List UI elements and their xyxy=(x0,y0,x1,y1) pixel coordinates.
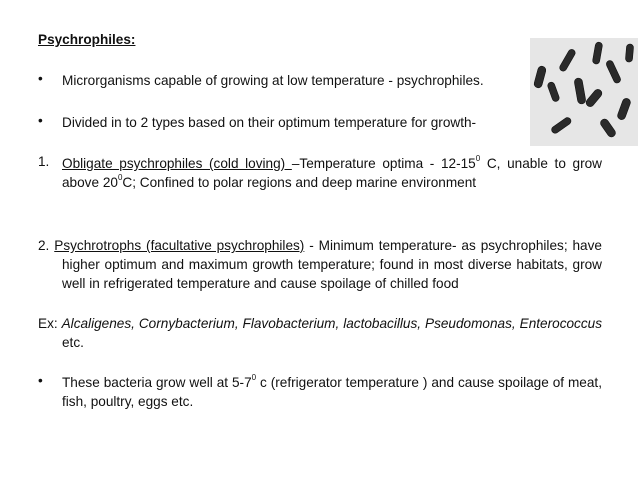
psychrotrophs-term: Psychrotrophs (facultative psychrophiles) xyxy=(54,238,305,253)
examples-organisms: Alcaligenes, Cornybacterium, Flavobacterium, lactobacillus, Pseudomonas, Enterococcus xyxy=(61,316,602,331)
psychrotrophs-paragraph xyxy=(38,236,602,293)
psychrotrophs-text: - Minimum temperature- as psychrophiles; have higher optimum and maximum growth temperature; found in most diverse habitats, grow well in refrigerated temperature and cause spoilage of chilled food xyxy=(62,238,602,291)
bullet-text-3 xyxy=(62,373,602,411)
degree-sup-a: 0 xyxy=(475,154,481,164)
bullet3-text-b: c (refrigerator temperature ) and cause spoilage of meat, fish, poultry, eggs etc. xyxy=(62,375,602,409)
obligate-text-c: C; Confined to polar regions and deep marine environment xyxy=(122,175,477,190)
bullet-text-2: Divided in to 2 types based on their optimum temperature for growth- xyxy=(62,115,477,130)
degree-sup-b: 0 xyxy=(117,173,123,183)
micrograph-svg xyxy=(530,38,638,146)
bullet3-text-a: These bacteria grow well at 5-7 xyxy=(62,375,252,390)
obligate-psychrophiles-term: Obligate psychrophiles (cold loving) xyxy=(62,156,292,171)
obligate-text-b: C, unable to grow above 20 xyxy=(62,156,602,190)
bullet-marker-3: • xyxy=(38,373,43,388)
bullet-text-1: Microrganisms capable of growing at low temperature - psychrophiles. xyxy=(62,73,484,88)
bullet-marker-1: • xyxy=(38,71,43,86)
examples-paragraph xyxy=(38,314,602,352)
degree-sup-c: 0 xyxy=(251,373,257,383)
examples-prefix: Ex: xyxy=(38,316,62,331)
bullet-marker-2: • xyxy=(38,113,43,128)
examples-suffix: etc. xyxy=(62,335,84,350)
rod-bacteria-micrograph-icon xyxy=(530,38,638,146)
list-marker-2: 2. xyxy=(38,238,55,253)
slide-heading: Psychrophiles: xyxy=(38,32,136,47)
obligate-text-a: –Temperature optima - 12-15 xyxy=(291,156,476,171)
obligate-psychrophiles-paragraph xyxy=(62,154,602,192)
list-marker-1: 1. xyxy=(38,154,50,169)
